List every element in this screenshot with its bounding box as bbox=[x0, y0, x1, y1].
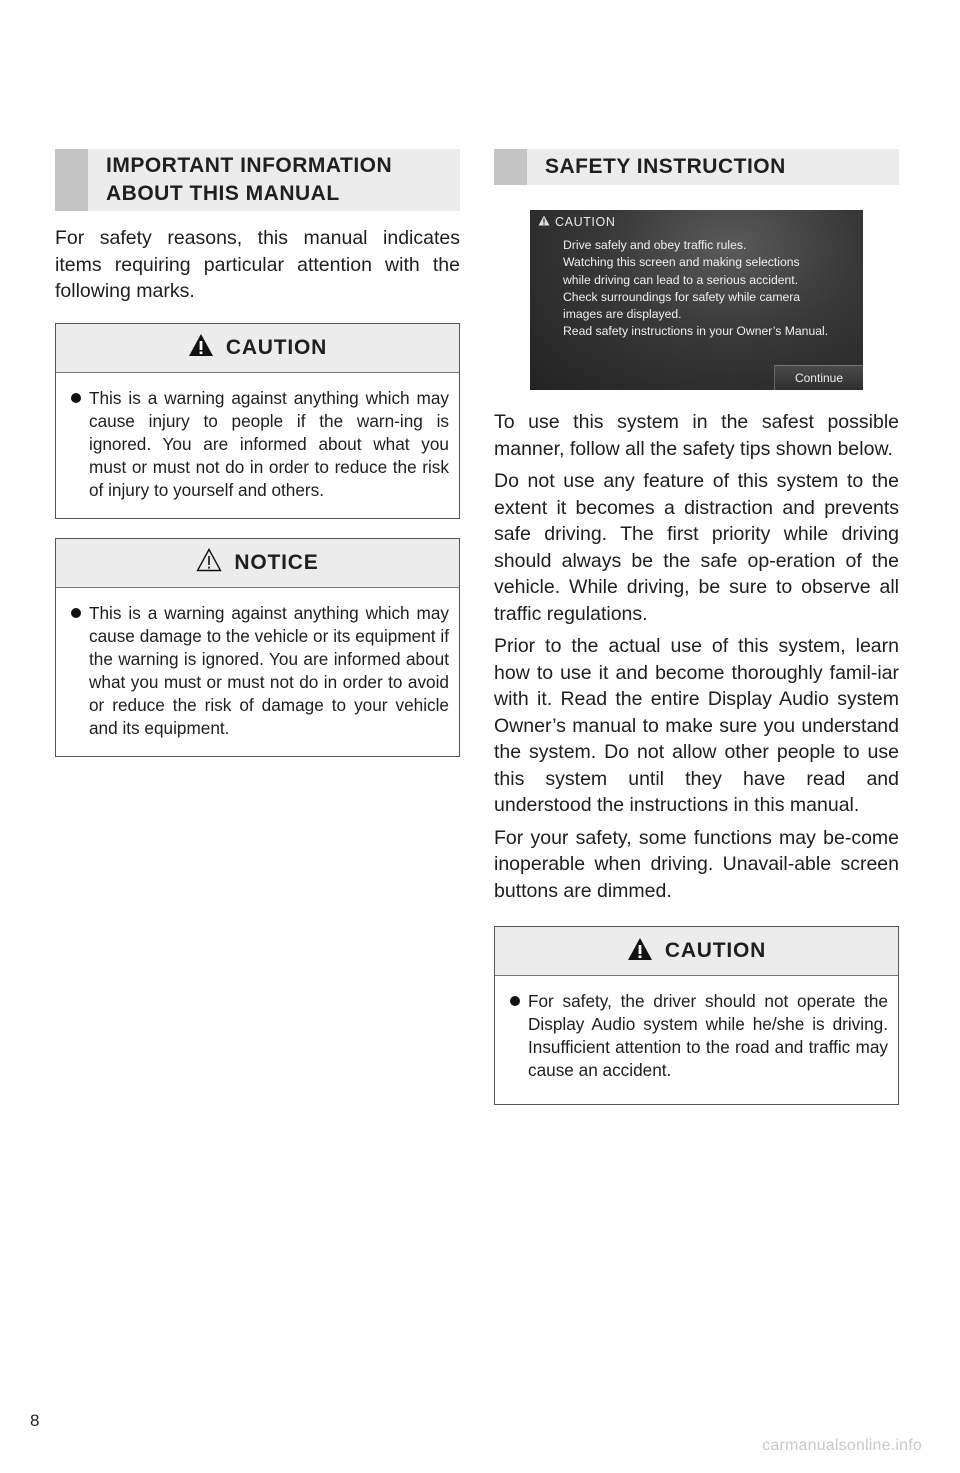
bullet-icon bbox=[510, 996, 520, 1006]
bullet-icon bbox=[71, 608, 81, 618]
notice-box bbox=[55, 538, 460, 757]
heading-accent-bar bbox=[494, 149, 527, 185]
section-heading-important-info bbox=[55, 149, 460, 211]
caution-box-header bbox=[56, 324, 459, 373]
notice-box-body bbox=[56, 588, 459, 756]
screen-line: Drive safely and obey traffic rules. bbox=[563, 238, 747, 252]
bullet-icon bbox=[71, 393, 81, 403]
caution-box bbox=[494, 926, 899, 1105]
notice-text: This is a warning against anything which may cause damage to the vehicle or its equipment if the warning is ignored. You are informed about what you must or must not do in order to avoid or reduce the risk of damage to your vehicle and its equipment. bbox=[89, 602, 449, 738]
body-paragraph: For your safety, some functions may be-come inoperable when driving. Unavail-able screen buttons are dimmed. bbox=[494, 826, 899, 902]
warning-filled-triangle-icon bbox=[188, 333, 214, 362]
section-title: IMPORTANT INFORMATION ABOUT THIS MANUAL bbox=[106, 154, 393, 205]
notice-label: NOTICE bbox=[234, 550, 319, 574]
intro-paragraph: For safety reasons, this manual indicates items requiring particular attention with the following marks. bbox=[55, 227, 460, 302]
caution-text: This is a warning against anything which may cause injury to people if the warn-ing is ignored. You are informed about what you must or must not do in order to reduce the risk of injury to yourself and others. bbox=[89, 387, 449, 500]
screen-line: Read safety instructions in your Owner’s Manual. bbox=[563, 324, 829, 339]
warning-outline-triangle-icon bbox=[196, 548, 222, 577]
list-item bbox=[68, 602, 449, 740]
heading-accent-bar bbox=[55, 149, 88, 211]
left-column bbox=[55, 149, 460, 757]
screen-line: images are displayed. bbox=[563, 307, 682, 322]
caution-box-header bbox=[495, 927, 898, 976]
caution-label: CAUTION bbox=[225, 335, 328, 359]
list-item bbox=[68, 387, 449, 502]
screen-caution-header bbox=[538, 215, 615, 229]
notice-box-header bbox=[56, 539, 459, 588]
section-heading-safety-instruction bbox=[494, 149, 899, 185]
display-screen-image bbox=[530, 210, 863, 390]
warning-filled-triangle-icon bbox=[538, 215, 550, 229]
screen-line: while driving can lead to a serious accident. bbox=[563, 272, 799, 287]
body-paragraph: To use this system in the safest possible manner, follow all the safety tips shown below. bbox=[494, 411, 899, 460]
caution-text: For safety, the driver should not operate the Display Audio system while he/she is driving. Insufficient attention to the road and traffic may cause an accident. bbox=[528, 991, 888, 1080]
body-paragraph: Prior to the actual use of this system, learn how to use it and become thoroughly famil-iar with it. Read the entire Display Audio system Owner’s manual to make sure you understand the system. Do not allow other people to use this system until they have read and understood the instructions in this manual. bbox=[494, 635, 899, 816]
list-item bbox=[507, 990, 888, 1082]
caution-box bbox=[55, 323, 460, 519]
screen-caution-label: CAUTION bbox=[555, 215, 616, 229]
right-column bbox=[494, 149, 899, 1105]
continue-button[interactable]: Continue bbox=[774, 365, 863, 390]
screen-line: Check surroundings for safety while camera bbox=[563, 289, 801, 304]
body-paragraph: Do not use any feature of this system to the extent it becomes a distraction and prevents safe driving. The first priority while driving should always be the safe op-eration of the vehicle. While driving, be sure to observe all traffic regulations. bbox=[494, 470, 899, 625]
page-number: 8 bbox=[30, 1411, 40, 1430]
section-title: SAFETY INSTRUCTION bbox=[545, 155, 786, 178]
caution-box-body bbox=[495, 976, 898, 1104]
screen-message bbox=[563, 237, 859, 341]
screen-line: Watching this screen and making selections bbox=[563, 255, 800, 270]
caution-label: CAUTION bbox=[664, 939, 767, 962]
warning-filled-triangle-icon bbox=[627, 937, 653, 966]
caution-box-body bbox=[56, 373, 459, 518]
watermark: carmanualsonline.info bbox=[762, 1437, 922, 1454]
